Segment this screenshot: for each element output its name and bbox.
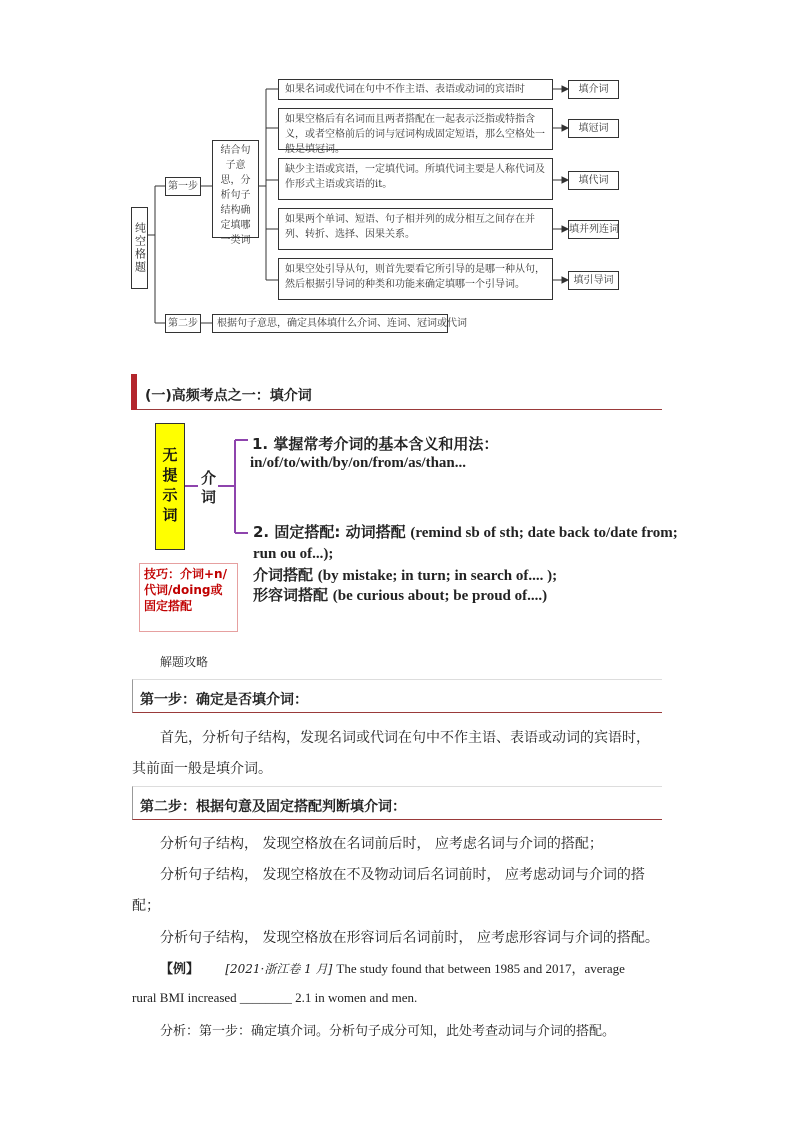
result-label-1: 填介词 <box>578 84 609 95</box>
step2-line-1: 分析句子结构， 发现空格放在名词前后时， 应考虑名词与介词的搭配； <box>160 836 603 852</box>
example-analysis: 分析：第一步：确定填介词。分析句子成分可知，此处考查动词与介词的搭配。 <box>160 1024 616 1039</box>
step2-detail-text: 根据句子意思，确定具体填什么介词、连词、冠词或代词 <box>217 318 467 329</box>
strategy-label: 解题攻略 <box>160 655 209 669</box>
point1-title <box>252 433 498 454</box>
step1-paragraph-line1: 首先，分析句子结构，发现名词或代词在句中不作主语、表语或动词的宾语时， <box>160 730 650 746</box>
tip-text: 技巧：介词+n/代词/doing或固定搭配 <box>144 567 227 613</box>
point2-label: 2. 固定搭配: 动词搭配 <box>253 523 406 541</box>
example-text-1: The study found that between 1985 and 2017，average <box>336 961 625 976</box>
analysis-node-text: 结合句子意思，分析句子结构确定填哪一类词 <box>220 145 251 246</box>
adj-collocation-label: 形容词搭配 <box>253 586 329 604</box>
rule-text-3: 缺少主语或宾语，一定填代词。所填代词主要是人称代词及作形式主语或宾语的it。 <box>285 164 545 190</box>
prep-collocation-label: 介词搭配 <box>253 566 314 584</box>
no-hint-box <box>155 423 185 550</box>
adj-collocation-text: (be curious about; be proud of....) <box>332 588 548 604</box>
prep-collocation-text: (by mistake; in turn; in search of.... ); <box>317 568 558 584</box>
point2 <box>253 522 693 564</box>
step2-line-2: 分析句子结构， 发现空格放在不及物动词后名词前时， 应考虑动词与介词的搭 <box>160 867 645 883</box>
example-line-1 <box>160 958 625 977</box>
result-label-3: 填代词 <box>578 175 609 186</box>
rule-text-4: 如果两个单词、短语、句子相并列的成分相互之间存在并列、转折、选择、因果关系。 <box>285 214 535 240</box>
point1-list: in/of/to/with/by/on/from/as/than... <box>250 455 467 471</box>
rule-text-5: 如果空处引导从句，则首先要看它所引导的是哪一种从句，然后根据引导词的种类和功能来确定填哪一个引导词。 <box>285 264 545 290</box>
preposition-node <box>198 470 218 512</box>
root-node-label: 纯空格题 <box>133 222 147 274</box>
result-label-5: 填引导词 <box>573 275 614 286</box>
step1-label: 第一步 <box>168 181 198 192</box>
preposition-node-label: 介词 <box>199 470 217 508</box>
no-hint-label: 无提示词 <box>160 446 179 527</box>
result-label-2: 填冠词 <box>578 123 609 134</box>
result-label-4: 填并列连词 <box>569 224 619 235</box>
step2-line-4: 分析句子结构， 发现空格放在形容词后名词前时， 应考虑形容词与介词的搭配。 <box>160 930 659 946</box>
example-source: [2021·浙江卷 1 月] <box>225 962 333 976</box>
section-heading: (一)高频考点之一：填介词 <box>145 388 312 404</box>
rule-text-2: 如果空格后有名词而且两者搭配在一起表示泛指或特指含义，或者空格前后的词与冠词构成固定短语，那么空格处一般是填冠词。 <box>285 114 545 155</box>
example-label: 【例】 <box>160 962 200 977</box>
adj-collocation <box>253 584 547 605</box>
rule-text-1: 如果名词或代词在句中不作主语、表语或动词的宾语时 <box>285 84 525 95</box>
point2-text: (remind sb of sth; date back to/date from; run ou of...); <box>253 525 678 562</box>
step1-heading: 第一步：确定是否填介词： <box>140 692 308 708</box>
step1-paragraph-line2: 其前面一般是填介词。 <box>132 761 272 777</box>
step2-heading: 第二步：根据句意及固定搭配判断填介词： <box>140 799 406 815</box>
tip-box <box>139 563 238 632</box>
point1-title-text: 1. 掌握常考介词的基本含义和用法： <box>252 435 499 453</box>
step2-line-3: 配； <box>132 898 160 914</box>
prep-collocation <box>253 564 557 585</box>
step2-label: 第二步 <box>168 318 198 329</box>
example-text-2: rural BMI increased ________ 2.1 in women and men. <box>132 990 418 1005</box>
